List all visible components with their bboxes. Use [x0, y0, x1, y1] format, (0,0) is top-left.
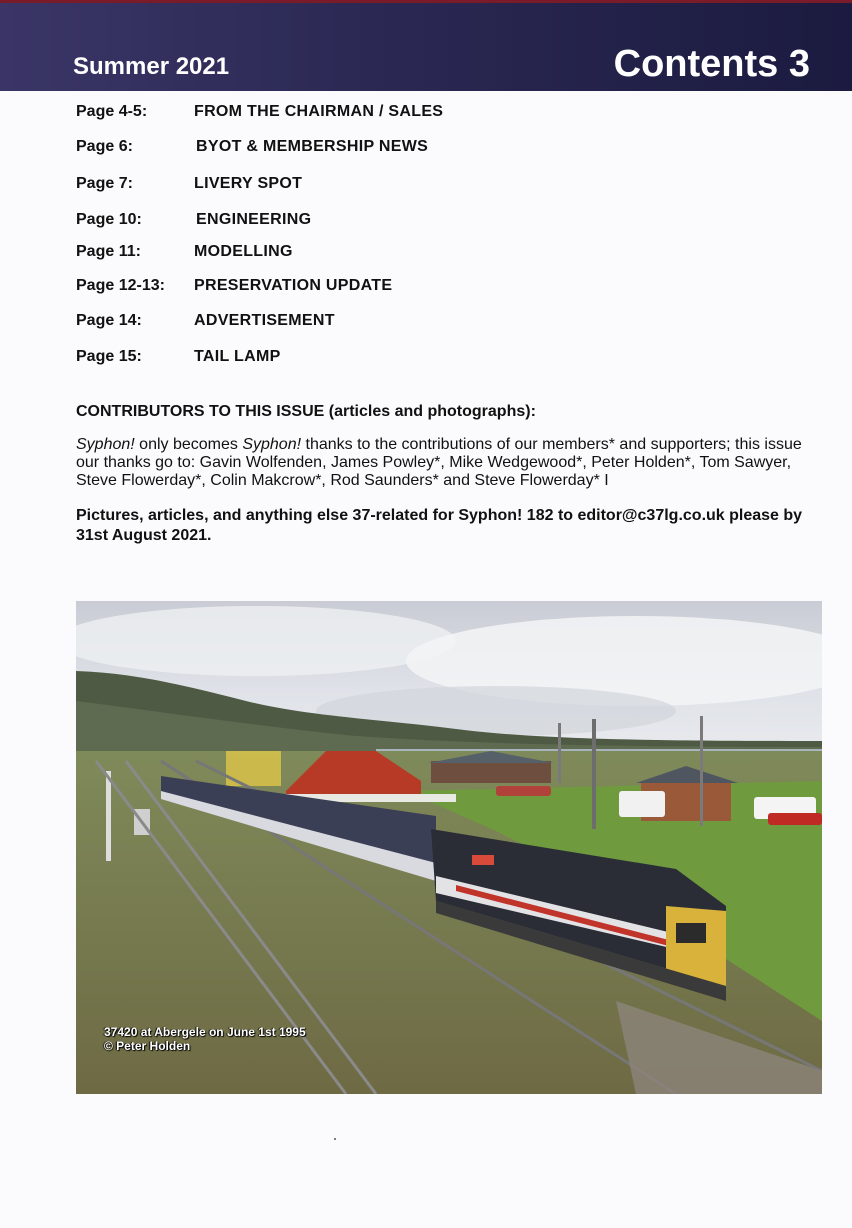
toc-page: Page 14:: [76, 312, 142, 329]
print-speck: [334, 1138, 336, 1140]
toc-page: Page 7:: [76, 175, 133, 192]
train-photo-illustration: [76, 601, 822, 1094]
toc-page: Page 12-13:: [76, 277, 165, 294]
toc-page: Page 6:: [76, 138, 133, 155]
toc-section: MODELLING: [194, 243, 293, 260]
submission-notice: Pictures, articles, and anything else 37-related for Syphon! 182 to editor@c37lg.co.uk please by 31st August 2021.: [76, 507, 803, 544]
toc-section: LIVERY SPOT: [194, 175, 303, 192]
issue-label: Summer 2021: [73, 53, 230, 80]
toc-page: Page 4-5:: [76, 103, 148, 120]
contributors-text: [76, 436, 816, 490]
toc-page: Page 10:: [76, 211, 142, 228]
contributors-text-part: thanks to the contributions of our members* and supporters; this issue our thanks go to: Gavin Wolfenden, James Powley*, Mike Wedgewood*, Peter Holden*, Tom Sawyer, Steve Flowerday*, Colin Makcrow*, Rod Saunders* and Steve Flowerday* I: [76, 436, 802, 489]
toc-section: ADVERTISEMENT: [194, 312, 335, 329]
toc-section: PRESERVATION UPDATE: [194, 277, 393, 294]
contributors-text-part: only becomes: [134, 436, 243, 453]
photo-caption-line: 37420 at Abergele on June 1st 1995: [104, 1025, 306, 1039]
syphon-title: Syphon!: [76, 436, 135, 453]
contributors-heading: CONTRIBUTORS TO THIS ISSUE (articles and photographs):: [76, 403, 536, 420]
page-header: [0, 0, 852, 91]
toc-section: BYOT & MEMBERSHIP NEWS: [196, 138, 429, 155]
toc-page: Page 11:: [76, 243, 141, 260]
photo-caption: [104, 1025, 306, 1053]
photo-credit: © Peter Holden: [104, 1039, 191, 1053]
toc-section: ENGINEERING: [196, 211, 312, 228]
train-photo: [76, 601, 822, 1094]
toc-section: TAIL LAMP: [194, 348, 281, 365]
syphon-title: Syphon!: [242, 436, 302, 453]
toc-page: Page 15:: [76, 348, 142, 365]
page-title: Contents 3: [613, 43, 810, 85]
toc-section: FROM THE CHAIRMAN / SALES: [194, 103, 444, 120]
